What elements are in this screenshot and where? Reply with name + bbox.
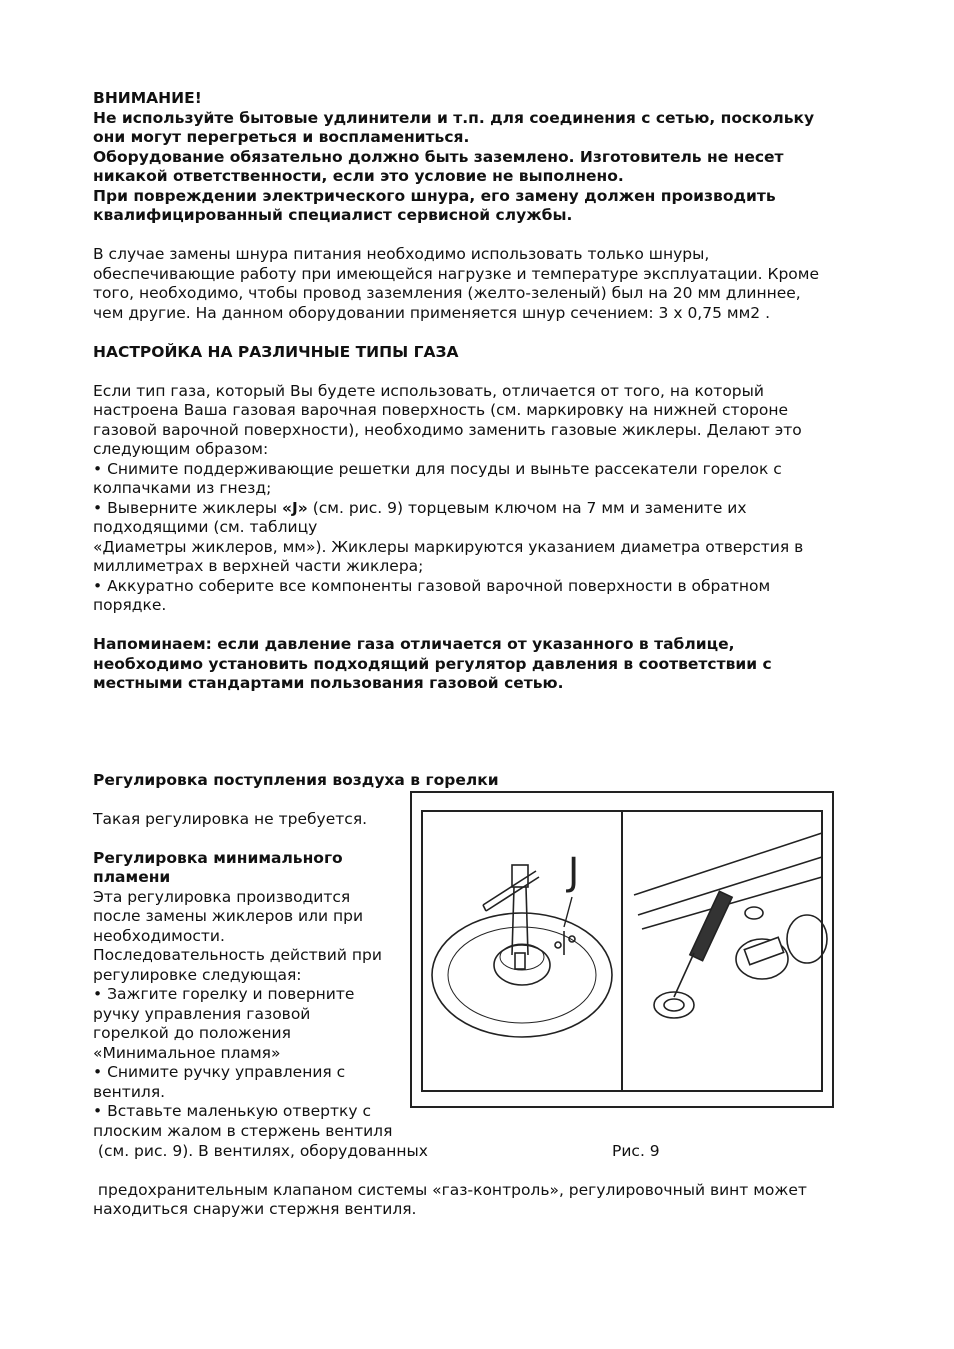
minflame-line: после замены жиклеров или при: [93, 907, 364, 925]
gas-line: Если тип газа, который Вы будете использовать, отличается от того, на который: [93, 382, 764, 400]
gas-line: • Снимите поддерживающие решетки для посуды и выньте рассекатели горелок с: [93, 460, 782, 478]
minflame-line: • Снимите ручку управления с: [93, 1063, 346, 1081]
warning-line: они могут перегреться и воспламениться.: [93, 128, 470, 146]
gas-line: • Аккуратно соберите все компоненты газовой варочной поверхности в обратном: [93, 577, 771, 595]
minflame-line: плоским жалом в стержень вентиля: [93, 1122, 393, 1140]
minflame-line: ручку управления газовой: [93, 1005, 311, 1023]
warning-line: квалифицированный специалист сервисной службы.: [93, 206, 573, 224]
minflame-continued: находиться снаружи стержня вентиля.: [93, 1200, 417, 1218]
reminder-line: необходимо установить подходящий регулятор давления в соответствии с: [93, 655, 772, 673]
minflame-heading: Регулировка минимального: [93, 849, 343, 867]
figure-caption: Рис. 9: [612, 1142, 660, 1160]
cord-line: В случае замены шнура питания необходимо использовать только шнуры,: [93, 245, 710, 263]
minflame-line: Последовательность действий при: [93, 946, 382, 964]
gas-line: подходящими (см. таблицу: [93, 518, 318, 536]
minflame-line: • Вставьте маленькую отвертку с: [93, 1102, 371, 1120]
cord-line: чем другие. На данном оборудовании применяется шнур сечением: 3 x 0,75 мм2 .: [93, 304, 770, 322]
figure-9-drawing: [412, 793, 832, 1106]
air-heading: Регулировка поступления воздуха в горелки: [93, 771, 499, 789]
gas-line-jet-pre: • Выверните жиклеры: [93, 499, 282, 517]
gas-heading: НАСТРОЙКА НА РАЗЛИЧНЫЕ ТИПЫ ГАЗА: [93, 343, 459, 361]
warning-line: никакой ответственности, если это условие не выполнено.: [93, 167, 624, 185]
warning-line: Не используйте бытовые удлинители и т.п. для соединения с сетью, поскольку: [93, 109, 815, 127]
minflame-line: (см. рис. 9). В вентилях, оборудованных: [93, 1142, 428, 1160]
gas-line: колпачками из гнезд;: [93, 479, 272, 497]
reminder-line: Напоминаем: если давление газа отличается от указанного в таблице,: [93, 635, 735, 653]
minflame-line: горелкой до положения: [93, 1024, 291, 1042]
gas-line: миллиметрах в верхней части жиклера;: [93, 557, 424, 575]
burner-wrench-drawing: [432, 865, 612, 1037]
air-text: Такая регулировка не требуется.: [93, 810, 368, 828]
minflame-line: • Зажгите горелку и поверните: [93, 985, 355, 1003]
cord-line: того, необходимо, чтобы провод заземления (желто-зеленый) был на 20 мм длиннее,: [93, 284, 801, 302]
jet-label: «J»: [282, 499, 308, 517]
minflame-continued: предохранительным клапаном системы «газ-контроль», регулировочный винт может: [93, 1181, 807, 1199]
minflame-heading: пламени: [93, 868, 171, 886]
gas-line-jet: [93, 499, 747, 519]
gas-line: газовой варочной поверхности), необходимо заменить газовые жиклеры. Делают это: [93, 421, 802, 439]
minflame-line: регулировке следующая:: [93, 966, 302, 984]
warning-line: При повреждении электрического шнура, его замену должен производить: [93, 187, 776, 205]
minflame-line: вентиля.: [93, 1083, 166, 1101]
gas-line: настроена Ваша газовая варочная поверхность (см. маркировку на нижней стороне: [93, 401, 789, 419]
cord-line: обеспечивающие работу при имеющейся нагрузке и температуре эксплуатации. Кроме: [93, 265, 819, 283]
warning-title: ВНИМАНИЕ!: [93, 89, 202, 107]
minflame-line: Эта регулировка производится: [93, 888, 351, 906]
gas-line: порядке.: [93, 596, 167, 614]
jet-j-label: J: [568, 850, 580, 894]
figure-9: [410, 791, 834, 1108]
minflame-line: необходимости.: [93, 927, 225, 945]
gas-line-jet-post: (см. рис. 9) торцевым ключом на 7 мм и замените их: [307, 499, 747, 517]
reminder-line: местными стандартами пользования газовой сетью.: [93, 674, 564, 692]
warning-line: Оборудование обязательно должно быть заземлено. Изготовитель не несет: [93, 148, 784, 166]
gas-line: «Диаметры жиклеров, мм»). Жиклеры маркируются указанием диаметра отверстия в: [93, 538, 804, 556]
screwdriver-drawing: [634, 833, 827, 1018]
minflame-line: «Минимальное пламя»: [93, 1044, 281, 1062]
gas-line: следующим образом:: [93, 440, 269, 458]
